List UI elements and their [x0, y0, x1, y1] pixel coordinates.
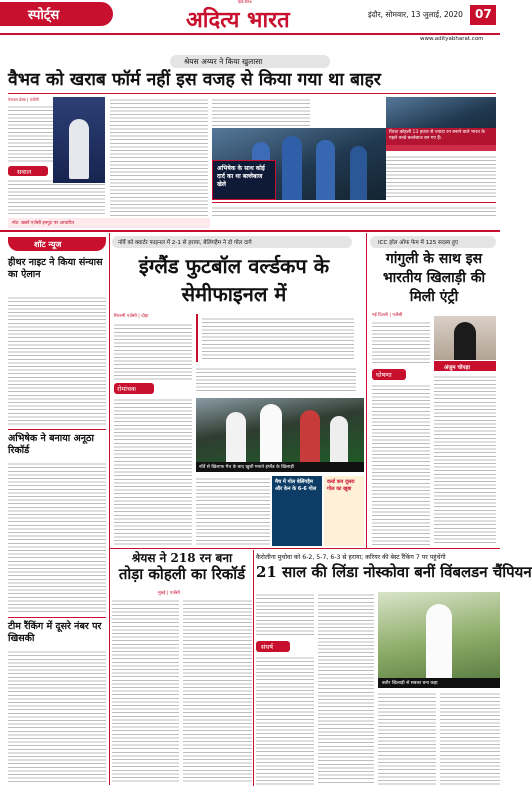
noskova-caption — [378, 678, 500, 688]
footballer-figure — [226, 412, 246, 462]
player-figure — [282, 136, 302, 200]
anjum-name: अंजुम चोपड़ा — [444, 364, 470, 371]
football-body-col1b — [114, 397, 192, 545]
icc-headline: गांगुली के साथ इस भारतीय खिलाड़ी की मिली एंट्री — [382, 251, 486, 305]
footballer-figure — [330, 416, 348, 462]
icc-label-text: घोषणा — [376, 371, 392, 379]
section-rule — [0, 230, 500, 232]
lead-body-col2 — [110, 97, 208, 216]
football-body-col2b — [196, 476, 270, 546]
lead-caption-lines — [212, 205, 496, 216]
icc-body-col1b — [372, 383, 430, 546]
football-photo-caption — [196, 462, 364, 472]
anjum-name-tag — [434, 361, 496, 371]
noskova-body-col1 — [256, 592, 314, 638]
short-news-divider — [8, 429, 106, 430]
football-label — [114, 383, 154, 394]
website-url[interactable]: www.adityabharat.com — [420, 36, 484, 42]
lead-body-col4 — [386, 154, 496, 198]
batsman-photo-box — [53, 97, 105, 183]
column-divider — [109, 233, 110, 785]
short-news-body — [8, 295, 106, 425]
noskova-kicker: कैरोलीना मुचोवा को 6-2, 5-7, 6-3 से हराया; करियर की बेस्ट रैंकिंग 7 पर पहुंचेंगी — [256, 554, 446, 561]
football-headline: इंग्लैंड फुटबॉल वर्ल्डकप के सेमीफाइनल में — [138, 254, 330, 306]
football-kicker: नॉर्वे को क्वार्टर फाइनल में 2-1 से हराया, बेलिंगहैम ने दो गोल दागे — [118, 240, 252, 246]
footballer-figure — [300, 410, 320, 462]
lead-body-col1b — [8, 178, 105, 216]
shreyas-byline: मुंबई | एजेंसी — [158, 591, 180, 596]
football-box-2 — [324, 476, 364, 546]
football-box-1-title: मैच में गोल बेलिंगहैम और केन के 6-6 गोल — [275, 479, 317, 492]
noskova-figure — [426, 604, 452, 678]
noskova-label-text: संघर्ष — [261, 643, 273, 651]
section-tab — [0, 2, 113, 26]
bottom-right-story — [256, 550, 532, 789]
football-body-col1 — [114, 322, 192, 380]
icc-body-col1 — [372, 320, 430, 366]
short-news-body — [8, 461, 106, 613]
football-byline: मिररमी एजेंसी | दोहा — [114, 314, 149, 319]
short-news-headline: अभिषेक ने बनाया अनूठा रिकॉर्ड — [8, 433, 95, 456]
player-figure — [350, 146, 367, 200]
logo — [186, 0, 316, 34]
shreyas-body-col2 — [183, 598, 252, 784]
lead-byline: नेशनल डेस्क | एजेंसी — [8, 97, 39, 102]
lead-photo-caption-strip — [212, 202, 496, 216]
logo-tagline: हिंदी दैनिक — [238, 0, 253, 4]
noskova-body-col2 — [318, 592, 374, 785]
dateline: इंदौर, सोमवार, 13 जुलाई, 2020 — [368, 10, 463, 19]
anjum-figure — [454, 322, 476, 360]
noskova-body-col4 — [440, 691, 500, 785]
football-quote — [196, 314, 356, 362]
kohli-caption-text: विराट कोहली 13 हजार से ज्यादा रन बनाने वाले भारत के पहले वनडे बल्लेबाज बन गए हैं। — [389, 130, 485, 141]
column-divider — [253, 550, 254, 786]
noskova-body-col1b — [256, 655, 314, 785]
lead-label-text: सवाल — [17, 168, 32, 176]
icc-kicker-bar — [370, 236, 496, 248]
football-body-col2 — [196, 366, 356, 394]
football-photo — [196, 398, 364, 462]
short-news-column — [0, 233, 108, 789]
short-news-title: शॉट न्यूज — [34, 240, 62, 249]
noskova-headline: 21 साल की लिंडा नोस्कोवा बनीं विंबलडन चैंपियन — [256, 563, 532, 581]
column-divider — [366, 233, 367, 548]
noskova-caption-text: बतौर खिलाड़ी से सबका बना कहा — [382, 681, 438, 686]
short-news-divider — [8, 617, 106, 618]
short-news-body — [8, 649, 106, 785]
batsman-silhouette — [69, 119, 89, 179]
football-kicker-bar — [112, 236, 352, 248]
football-photo-caption-text: नॉर्वे से खिलाफ मैच के बाद खुशी मनाते इंग्लैंड के खिलाड़ी — [199, 465, 294, 470]
icc-label — [372, 369, 406, 380]
lead-footer-text: नोट: खबरें एजेंसी इनपुट पर आधारित — [12, 221, 75, 226]
masthead-rule — [0, 33, 500, 35]
shreyas-body-col1 — [112, 598, 179, 784]
section-rule — [110, 548, 500, 549]
noskova-body-col3 — [378, 691, 436, 785]
shreyas-kicker: श्रेयस ने 218 रन बना — [131, 551, 233, 565]
noskova-label — [256, 641, 290, 652]
lead-label — [8, 166, 48, 176]
quote-box — [212, 160, 276, 200]
page-number-box — [470, 5, 496, 25]
football-label-text: रोमांचक — [117, 385, 137, 393]
bottom-left-story — [112, 550, 252, 789]
lead-kicker-bar — [170, 55, 330, 68]
football-box-1 — [272, 476, 322, 546]
short-news-headline: टीम रैंकिंग में दूसरे नंबर पर खिसकी — [8, 621, 102, 644]
lead-rule — [8, 93, 496, 94]
kohli-caption — [386, 128, 496, 151]
lead-body-col3 — [212, 97, 310, 132]
noskova-photo — [378, 592, 500, 678]
icc-body-col2 — [434, 374, 496, 546]
lead-headline: वैभव को खराब फॉर्म नहीं इस वजह से किया गया था बाहर — [8, 70, 381, 90]
quote-box-text: अभिषेक के साथ कोई दार्द का था बल्लेबाज खेले — [217, 165, 265, 188]
lead-footer-note — [8, 218, 210, 228]
footballer-figure — [260, 404, 282, 462]
short-news-header — [8, 237, 106, 251]
masthead — [0, 0, 500, 46]
anjum-photo — [434, 316, 496, 360]
page-number: 07 — [475, 7, 492, 21]
icc-byline: नई दिल्ली | एजेंसी — [372, 313, 403, 318]
football-quote-lines — [202, 316, 354, 360]
short-news-headline: हीथर नाइट ने किया संन्यास का ऐलान — [8, 257, 103, 280]
section-title: स्पोर्ट्स — [28, 8, 60, 23]
logo-text: अदित्य भारत — [186, 7, 290, 33]
icc-kicker: ICC हॉल ऑफ फेम में 125 सदस्य हुए — [378, 240, 459, 246]
lead-kicker: श्रेयस अय्यर ने किया खुलासा — [184, 57, 263, 66]
football-box-2-title: वर्ल्ड कप दूसरा गोल का खूबा — [327, 479, 355, 492]
shreyas-headline: तोड़ा कोहली का रिकॉर्ड — [118, 565, 246, 583]
player-figure — [316, 140, 335, 200]
